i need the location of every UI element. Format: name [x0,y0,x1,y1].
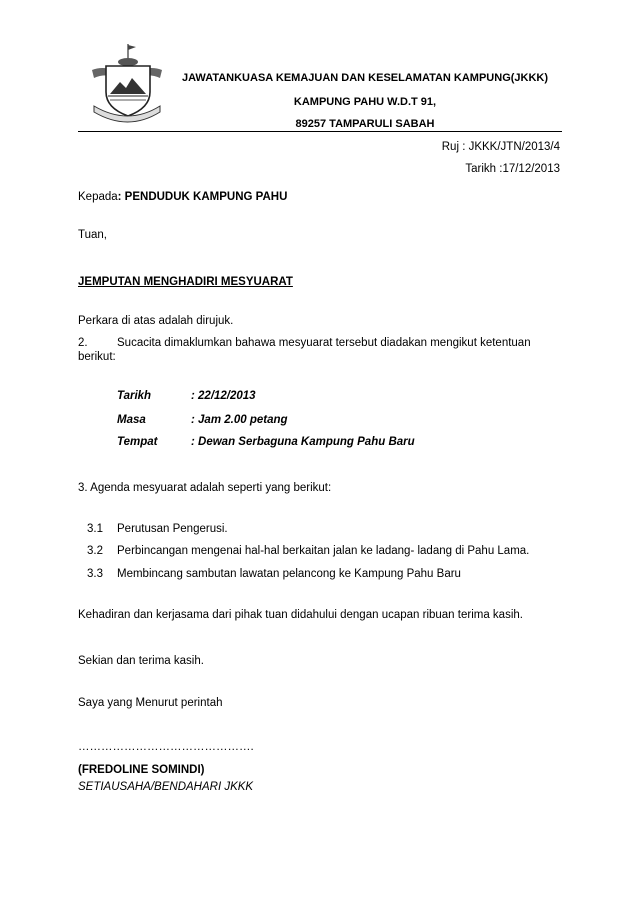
closing-sekian: Sekian dan terima kasih. [78,655,204,667]
agenda-item-text: Perutusan Pengerusi. [117,523,228,535]
signature-line: ………………………………………. [78,741,254,753]
paragraph-2-number: 2. [78,337,88,349]
letterhead-line1: JAWATANKUASA KEMAJUAN DAN KESELAMATAN KAMPUNG(JKKK) [181,72,549,84]
agenda-item-num: 3.2 [87,545,103,557]
letterhead-line3: 89257 TAMPARULI SABAH [295,118,435,130]
subject: JEMPUTAN MENGHADIRI MESYUARAT [78,276,293,288]
recipient-label: Kepada [78,191,118,203]
paragraph-1: Perkara di atas adalah dirujuk. [78,315,234,327]
agenda-intro: 3. Agenda mesyuarat adalah seperti yang berikut: [78,482,332,494]
detail-label-tarikh: Tarikh [117,390,152,402]
recipient [78,191,287,203]
agenda-item-num: 3.1 [87,523,103,535]
letterhead-line2: KAMPUNG PAHU W.D.T 91, [293,96,437,108]
recipient-name: : PENDUDUK KAMPUNG PAHU [117,191,288,203]
detail-value-masa: : Jam 2.00 petang [191,414,288,426]
agenda-item-num: 3.3 [87,568,103,580]
agenda-item-text: Perbincangan mengenai hal-hal berkaitan jalan ke ladang- ladang di Pahu Lama. [117,545,530,557]
closing-perintah: Saya yang Menurut perintah [78,697,223,709]
reference-ruj: Ruj : JKKK/JTN/2013/4 [441,141,560,153]
closing-thanks: Kehadiran dan kerjasama dari pihak tuan didahului dengan ucapan ribuan terima kasih. [78,609,523,621]
detail-label-masa: Masa [117,414,146,426]
letterhead-divider [78,131,562,132]
detail-label-tempat: Tempat [117,436,158,448]
salutation: Tuan, [78,229,107,241]
detail-value-tarikh: : 22/12/2013 [191,390,256,402]
reference-date: Tarikh :17/12/2013 [465,163,560,175]
detail-value-tempat: : Dewan Serbaguna Kampung Pahu Baru [191,436,415,448]
paragraph-2-line2: berikut: [78,351,116,363]
signer-title: SETIAUSAHA/BENDAHARI JKKK [78,781,254,793]
signer-name: (FREDOLINE SOMINDI) [78,764,205,776]
agenda-item-text: Membincang sambutan lawatan pelancong ke Kampung Pahu Baru [117,568,461,580]
paragraph-2-line1: Sucacita dimaklumkan bahawa mesyuarat tersebut diadakan mengikut ketentuan [117,337,531,349]
